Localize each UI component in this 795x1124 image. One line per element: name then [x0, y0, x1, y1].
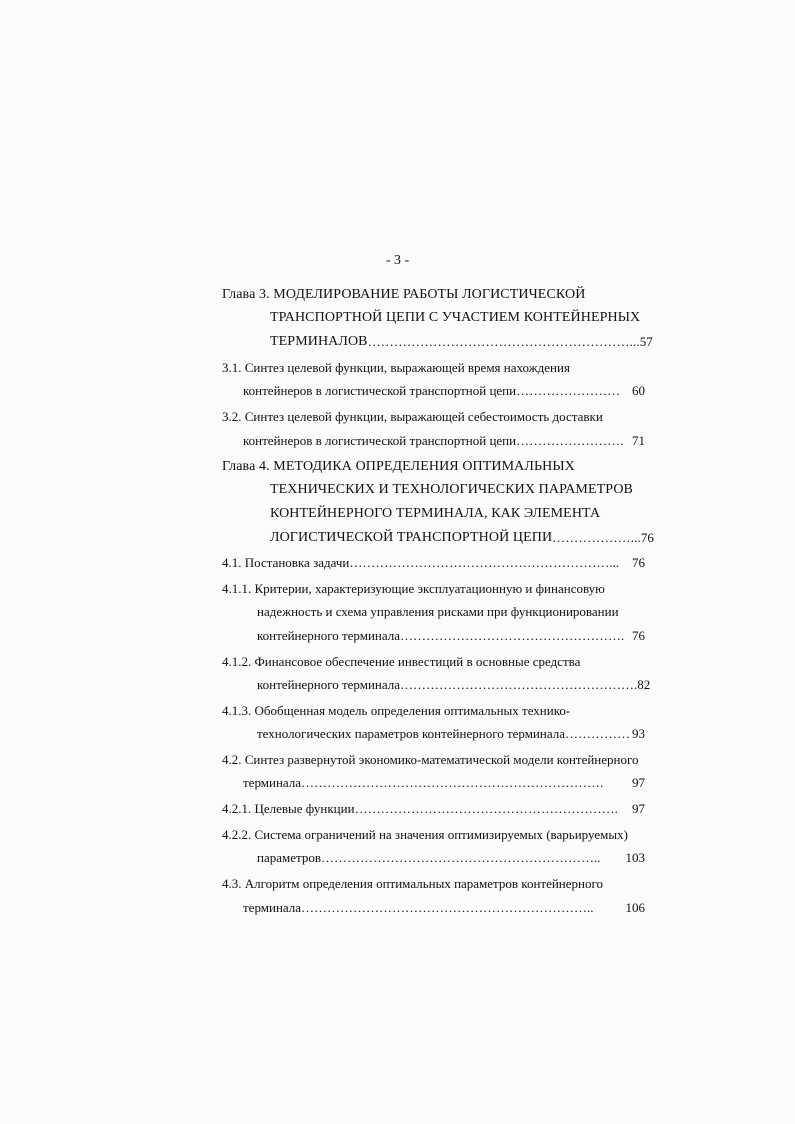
- toc-page-number: 97: [632, 801, 645, 816]
- toc-entry-text: 4.2.1. Целевые функции: [222, 801, 355, 816]
- toc-entry-text: Глава 3. МОДЕЛИРОВАНИЕ РАБОТЫ ЛОГИСТИЧЕСКОЙ: [222, 287, 586, 302]
- toc-entry-text: параметров: [257, 850, 321, 865]
- toc-page-number: 82: [637, 677, 651, 692]
- toc-leader-dots: ………………………………………………………..: [320, 850, 601, 865]
- toc-leader-dots: ……………………………………………………...: [349, 555, 620, 570]
- toc-entry-line-last: [243, 898, 645, 918]
- toc-page-number: 76: [632, 555, 645, 570]
- toc-entry-line-last: [270, 528, 655, 548]
- toc-entry-text: Глава 4. МЕТОДИКА ОПРЕДЕЛЕНИЯ ОПТИМАЛЬНЫХ: [222, 459, 575, 474]
- toc-entry-text: терминала: [243, 900, 302, 915]
- toc-leader-dots: …………………………………………………………….: [301, 775, 604, 790]
- page-number: - 3 -: [385, 253, 410, 268]
- toc-entry-text: технологических параметров контейнерного терминала: [257, 726, 565, 741]
- toc-entry-line: [270, 308, 640, 328]
- toc-entry-text: контейнерного терминала: [257, 677, 400, 692]
- toc-entry-text: контейнеров в логистической транспортной цепи: [243, 433, 517, 448]
- toc-page-number: 76: [632, 628, 645, 643]
- toc-entry-line-last: [257, 626, 645, 646]
- toc-entry-line: [270, 504, 600, 524]
- toc-entry-line-last: [257, 724, 645, 744]
- toc-leader-dots: ……………………: [516, 383, 621, 398]
- toc-entry-line: [222, 825, 628, 845]
- toc-page-number: 106: [625, 900, 645, 915]
- toc-leader-dots: ……………: [565, 726, 630, 741]
- toc-entry-line: [222, 285, 585, 305]
- toc-entry-line: [222, 874, 603, 894]
- toc-entry-line-last: [243, 773, 645, 793]
- toc-entry-text: ТЕРМИНАЛОВ: [270, 334, 368, 349]
- toc-page-number: 93: [632, 726, 645, 741]
- toc-entry-text: ЛОГИСТИЧЕСКОЙ ТРАНСПОРТНОЙ ЦЕПИ: [270, 530, 553, 545]
- toc-entry-line-last: [222, 799, 645, 819]
- toc-entry-text: 4.1.1. Критерии, характеризующие эксплуатационную и финансовую: [222, 581, 605, 596]
- toc-entry-line: [257, 602, 619, 622]
- toc-entry-text: надежность и схема управления рисками при функционировании: [257, 604, 619, 619]
- toc-leader-dots: ……………………………………………….: [400, 677, 638, 692]
- toc-page-number: 76: [640, 530, 655, 545]
- toc-entry-line-last: [222, 553, 645, 573]
- toc-entry-text: 4.3. Алгоритм определения оптимальных параметров контейнерного: [222, 876, 603, 891]
- toc-entry-text: терминала: [243, 775, 302, 790]
- toc-entry-text: 4.1.2. Финансовое обеспечение инвестиций в основные средства: [222, 654, 581, 669]
- toc-entry-line: [222, 652, 580, 672]
- toc-entry-line: [222, 750, 639, 770]
- toc-entry-line-last: [257, 848, 645, 868]
- toc-entry-text: контейнеров в логистической транспортной цепи: [243, 383, 517, 398]
- toc-entry-line: [222, 579, 605, 599]
- toc-entry-line: [270, 480, 633, 500]
- toc-entry-line: [222, 358, 570, 378]
- toc-leader-dots: ……………………………………………………...: [367, 334, 640, 349]
- toc-page-number: 60: [632, 383, 645, 398]
- toc-entry-text: 4.2. Синтез развернутой экономико-математической модели контейнерного: [222, 752, 639, 767]
- toc-entry-text: контейнерного терминала: [257, 628, 400, 643]
- toc-entry-text: КОНТЕЙНЕРНОГО ТЕРМИНАЛА, КАК ЭЛЕМЕНТА: [270, 506, 601, 521]
- toc-entry-line-last: [257, 675, 651, 695]
- toc-leader-dots: …………………………………………….: [400, 628, 625, 643]
- toc-entry-text: 4.2.2. Система ограничений на значения оптимизируемых (варьируемых): [222, 827, 628, 842]
- toc-page-number: 103: [625, 850, 645, 865]
- toc-entry-line: [222, 407, 603, 427]
- toc-leader-dots: ………………...: [552, 530, 641, 545]
- toc-page-number: 97: [632, 775, 645, 790]
- toc-entry-text: 4.1. Постановка задачи: [222, 555, 350, 570]
- toc-leader-dots: …………………….: [516, 433, 624, 448]
- toc-entry-line: [222, 457, 575, 477]
- toc-entry-line-last: [243, 381, 645, 401]
- toc-entry-text: 3.1. Синтез целевой функции, выражающей время нахождения: [222, 360, 570, 375]
- toc-entry-text: ТЕХНИЧЕСКИХ И ТЕХНОЛОГИЧЕСКИХ ПАРАМЕТРОВ: [270, 482, 633, 497]
- toc-page-number: 57: [639, 334, 653, 349]
- toc-entry-text: 4.1.3. Обобщенная модель определения оптимальных технико-: [222, 703, 571, 718]
- toc-leader-dots: …………………………………………………………..: [301, 900, 594, 915]
- toc-entry-line-last: [243, 431, 645, 451]
- toc-page-number: 71: [632, 433, 645, 448]
- toc-entry-line: [222, 701, 570, 721]
- toc-entry-line-last: [270, 332, 653, 352]
- toc-leader-dots: …………………………………………………….: [354, 801, 618, 816]
- toc-entry-text: 3.2. Синтез целевой функции, выражающей себестоимость доставки: [222, 409, 603, 424]
- toc-entry-text: ТРАНСПОРТНОЙ ЦЕПИ С УЧАСТИЕМ КОНТЕЙНЕРНЫХ: [270, 310, 641, 325]
